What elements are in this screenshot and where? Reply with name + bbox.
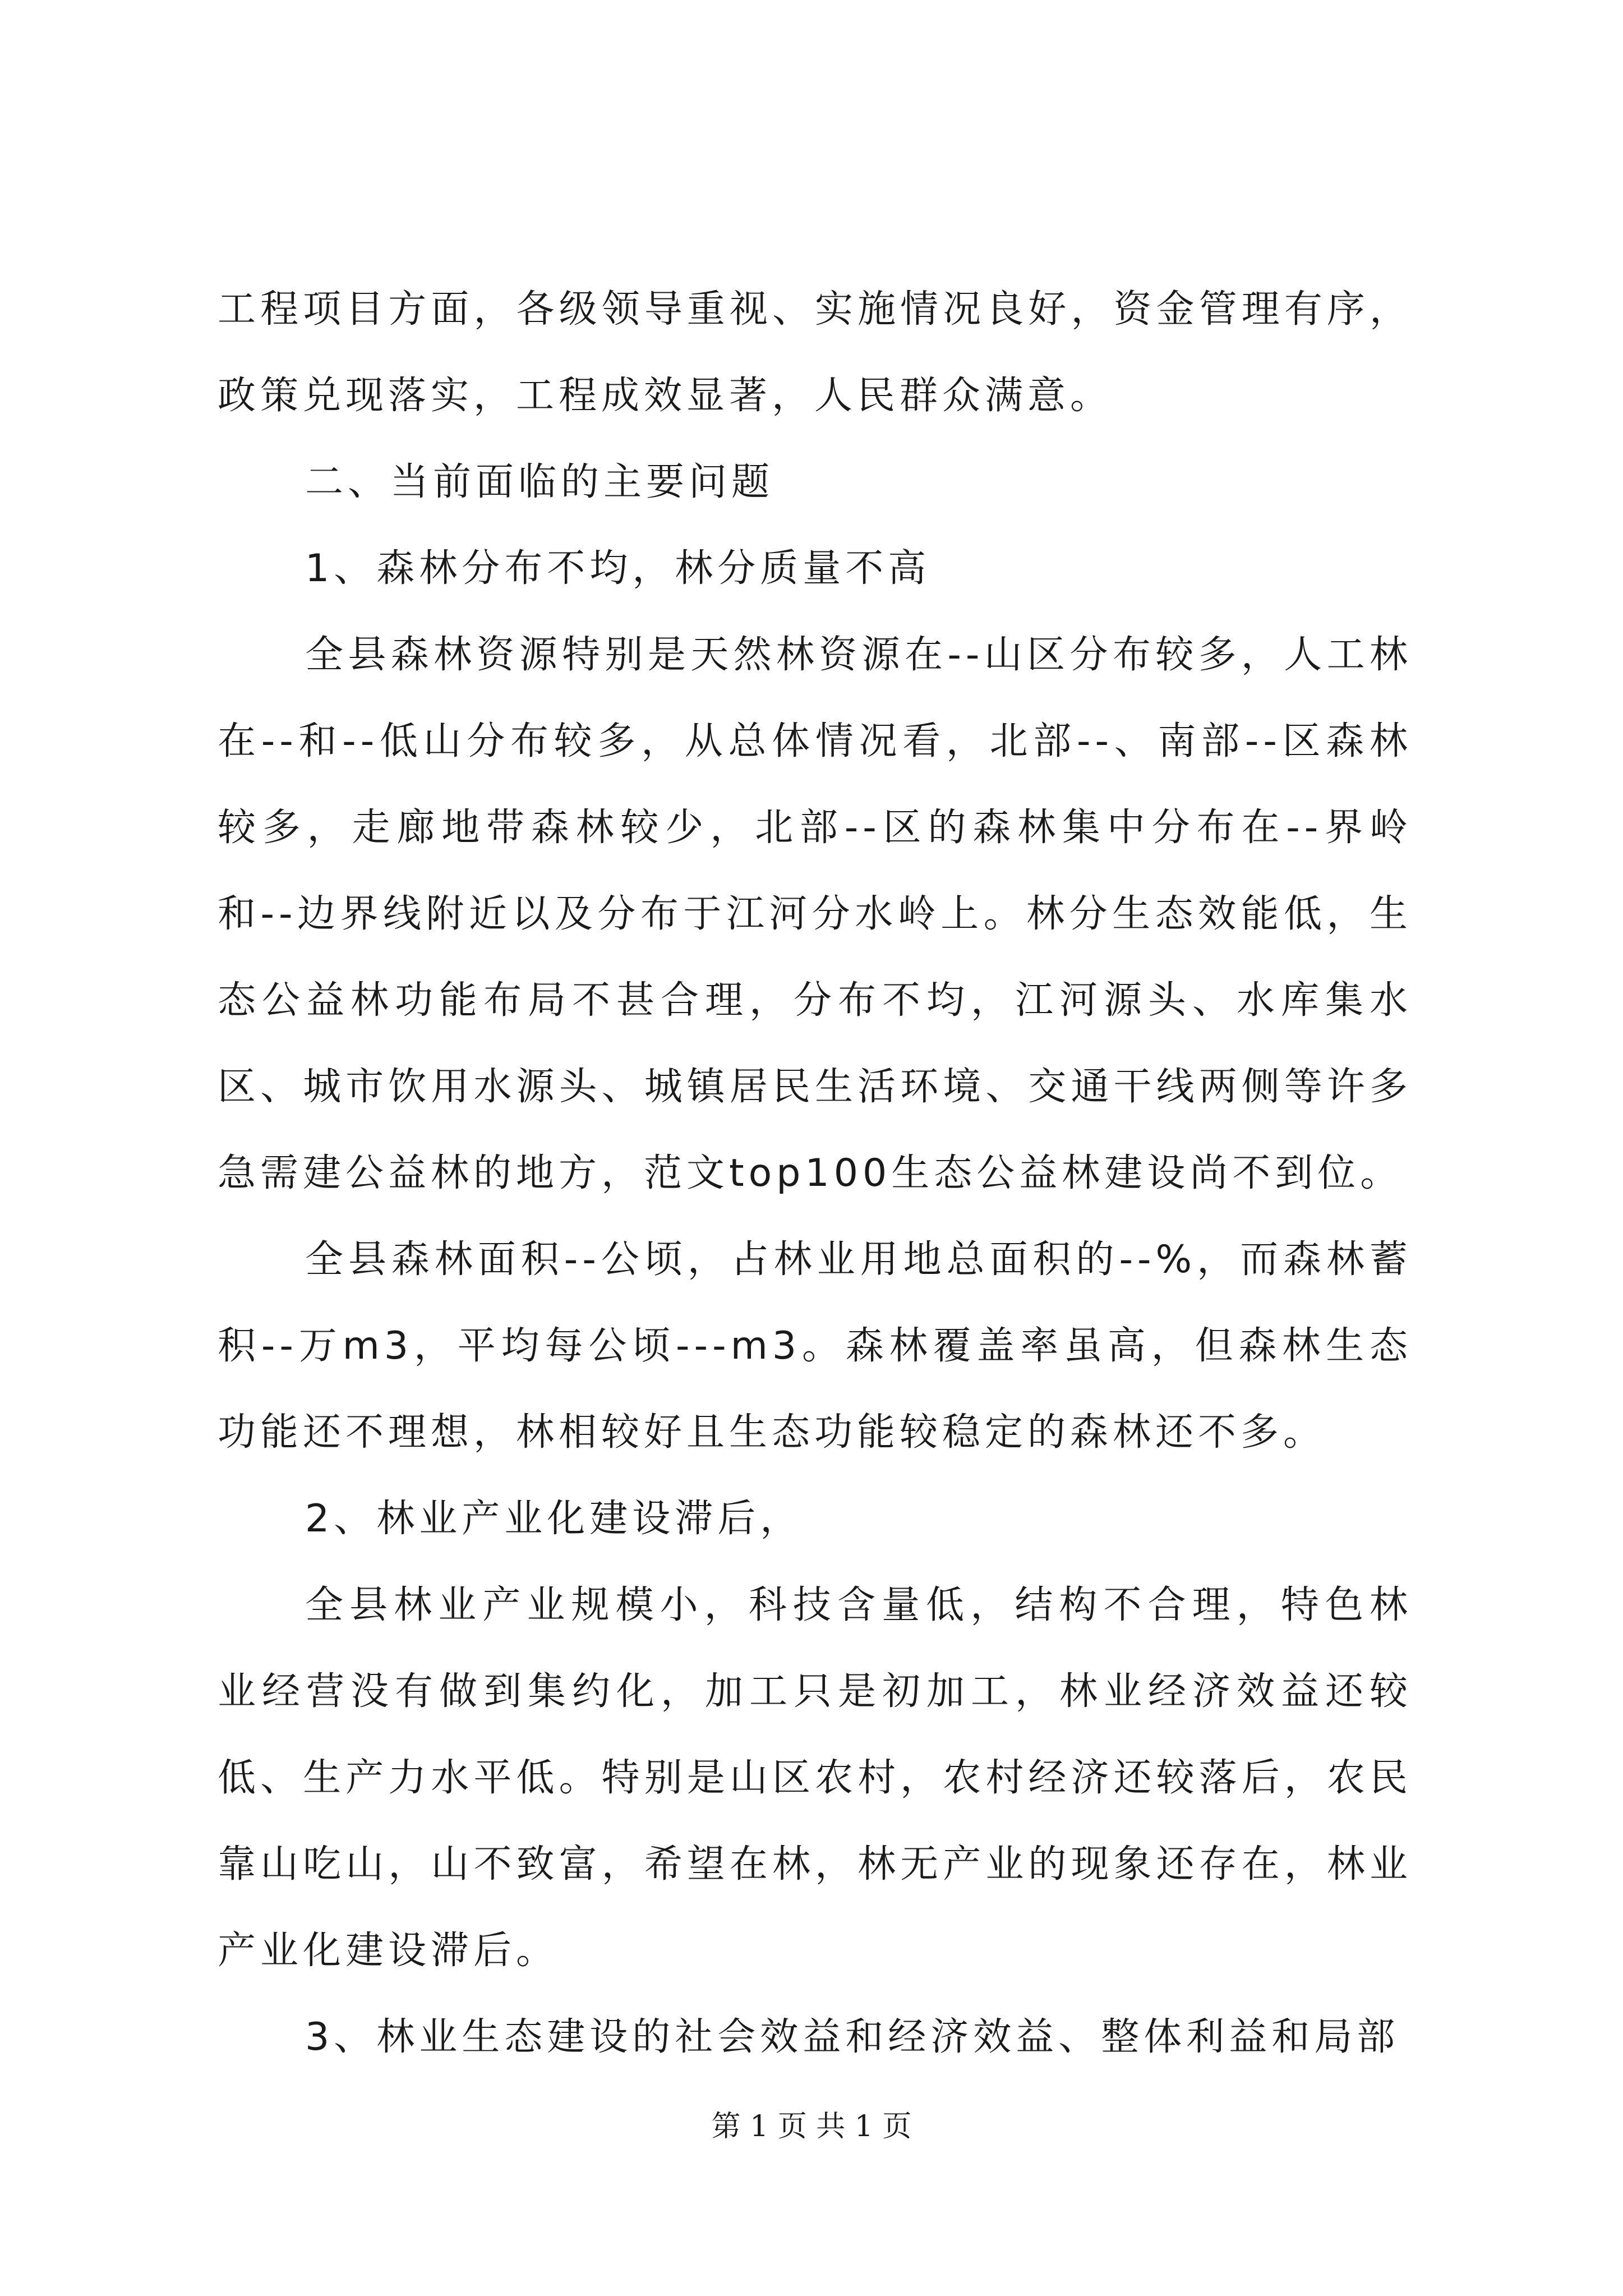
subsection-heading: 3、林业生态建设的社会效益和经济效益、整体利益和局部 (305, 2015, 1400, 2059)
subsection-heading: 1、森林分布不均，林分质量不高 (305, 546, 931, 591)
paragraph: 全县森林面积--公顷，占林业用地总面积的--%，而森林蓄积--万m3，平均每公顷---m3。森林覆盖率虽高，但森林生态功能还不理想，林相较好且生态功能较稳定的森林还不多。 (218, 1237, 1412, 1455)
subsection-heading: 2、林业产业化建设滞后， (305, 1497, 803, 1541)
page-footer: 第 1 页 共 1 页 (711, 2110, 912, 2143)
paragraph: 全县林业产业规模小，科技含量低，结构不合理，特色林业经营没有做到集约化，加工只是初加工，林业经济效益还较低、生产力水平低。特别是山区农村，农村经济还较落后，农民靠山吃山，山不致富，希望在林，林无产业的现象还存在，林业产业化建设滞后。 (218, 1583, 1412, 1973)
paragraph: 工程项目方面，各级领导重视、实施情况良好，资金管理有序，政策兑现落实，工程成效显著，人民群众满意。 (218, 287, 1412, 418)
section-heading: 二、当前面临的主要问题 (305, 460, 774, 504)
paragraph: 全县森林资源特别是天然林资源在--山区分布较多，人工林在--和--低山分布较多，从总体情况看，北部--、南部--区森林较多，走廊地带森林较少，北部--区的森林集中分布在--界岭和--边界线附近以及分布于江河分水岭上。林分生态效能低，生态公益林功能布局不甚合理，分布不均，江河源头、水库集水区、城市饮用水源头、城镇居民生活环境、交通干线两侧等许多急需建公益林的地方，范文top100生态公益林建设尚不到位。 (218, 633, 1412, 1195)
document-body (218, 266, 1412, 2081)
